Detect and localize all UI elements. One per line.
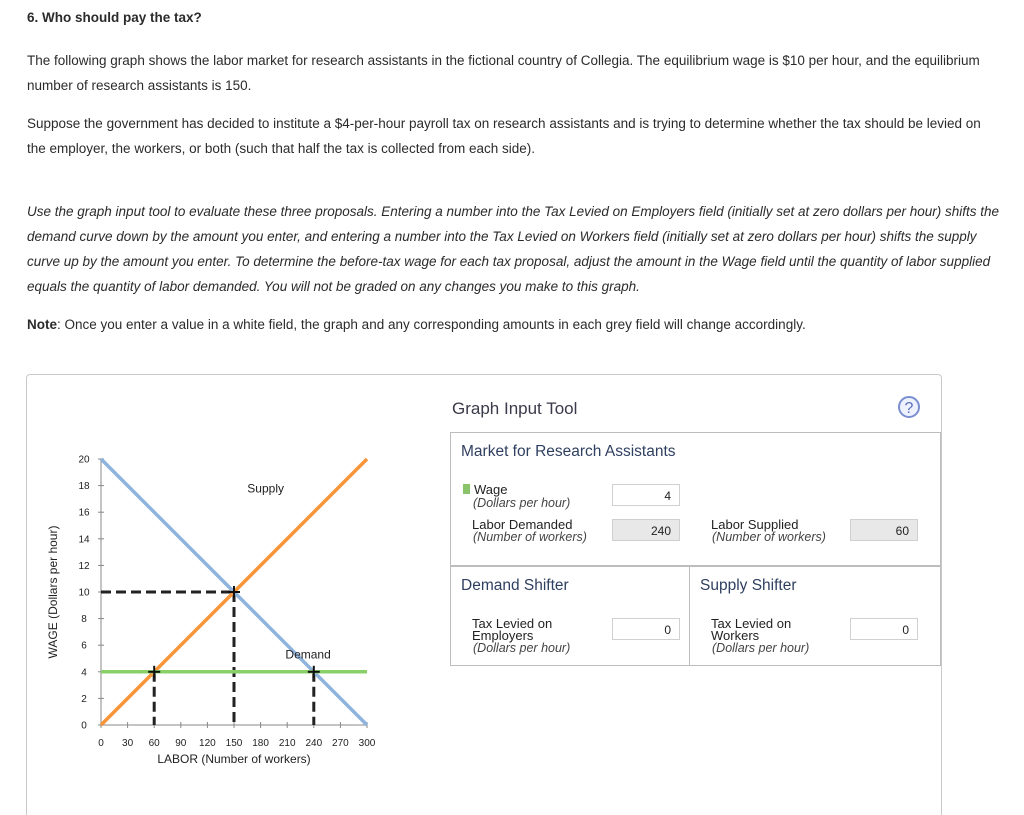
wage-label: Wage: [474, 482, 508, 497]
labor-market-graph: [40, 445, 400, 775]
y-tick-label: 18: [78, 481, 90, 493]
tax-workers-label-2: Workers: [711, 628, 760, 643]
y-tick-label: 0: [81, 720, 87, 732]
x-tick-label: 180: [252, 738, 269, 749]
wage-sub: (Dollars per hour): [473, 496, 571, 510]
supply-shifter-title: Supply Shifter: [700, 577, 797, 594]
labor-supplied-value: 60: [850, 519, 918, 541]
tax-workers-label-1: Tax Levied on: [711, 616, 792, 631]
y-tick-label: 16: [78, 507, 90, 519]
graph-input-tool-title: Graph Input Tool: [452, 399, 578, 418]
y-tick-label: 12: [78, 560, 90, 572]
labor-demanded-label: Labor Demanded: [472, 517, 573, 532]
y-tick-label: 14: [78, 534, 90, 546]
x-tick-label: 0: [98, 738, 104, 749]
x-axis-title: LABOR (Number of workers): [157, 752, 311, 766]
tax-employers-label-1: Tax Levied on: [472, 616, 553, 631]
instructions-paragraph: Use the graph input tool to evaluate these three proposals. Entering a number into the Tax Levied on Employers field (initially set at zero dollars per hour) shifts the demand curve down by the amount you enter, and entering a number into the Tax Levied on Workers field (initially set at zero dollars per hour) shifts the supply curve up by the amount you enter. To determine the before-tax wage for each tax proposal, adjust the amount in the Wage field until the quantity of labor supplied equals the quantity of labor demanded. You will not be graded on any changes you make to this graph.: [27, 204, 1000, 294]
x-tick-label: 300: [358, 738, 376, 749]
x-tick-label: 30: [122, 738, 134, 749]
tax-workers-sub: (Dollars per hour): [712, 641, 810, 655]
wage-label-row: [463, 484, 507, 496]
y-tick-label: 6: [81, 640, 87, 652]
x-tick-label: 120: [199, 738, 216, 749]
labor-supplied-label: Labor Supplied: [711, 517, 799, 532]
y-tick-label: 10: [78, 587, 90, 599]
tax-employers-sub: (Dollars per hour): [473, 641, 571, 655]
y-tick-label: 2: [81, 693, 87, 705]
y-axis-title: WAGE (Dollars per hour): [46, 525, 60, 659]
note-text: : Once you enter a value in a white field, the graph and any corresponding amounts in each grey field will change accordingly.: [57, 317, 806, 332]
y-tick-label: 8: [81, 614, 87, 626]
intro-paragraph: The following graph shows the labor market for research assistants in the fictional country of Collegia. The equilibrium wage is $10 per hour, and the equilibrium number of research assistants is 150.: [27, 53, 980, 93]
x-tick-label: 240: [305, 738, 323, 749]
supply-label: Supply: [247, 481, 285, 496]
note-paragraph: [27, 312, 1002, 337]
question-title: 6. Who should pay the tax?: [27, 10, 202, 25]
labor-demanded-sub: (Number of workers): [473, 530, 587, 544]
tax-employers-field[interactable]: 0: [612, 618, 680, 640]
labor-demanded-value: 240: [612, 519, 680, 541]
tax-workers-field[interactable]: 0: [850, 618, 918, 640]
wage-swatch-icon: [463, 484, 470, 494]
x-tick-label: 90: [175, 738, 187, 749]
market-title: Market for Research Assistants: [461, 443, 676, 460]
demand-label: Demand: [285, 647, 331, 662]
y-tick-label: 4: [81, 667, 87, 679]
note-label: Note: [27, 317, 57, 332]
help-icon[interactable]: ?: [898, 396, 920, 418]
x-tick-label: 60: [148, 738, 160, 749]
wage-field[interactable]: 4: [612, 484, 680, 506]
tax-employers-label-2: Employers: [472, 628, 534, 643]
proposal-paragraph: Suppose the government has decided to institute a $4-per-hour payroll tax on research assistants and is trying to determine whether the tax should be levied on the employer, the workers, or both (such that half the tax is collected from each side).: [27, 116, 981, 156]
x-tick-label: 210: [278, 738, 296, 749]
y-tick-label: 20: [78, 454, 90, 466]
x-tick-label: 270: [332, 738, 349, 749]
x-tick-label: 150: [225, 738, 243, 749]
demand-shifter-title: Demand Shifter: [461, 577, 569, 594]
labor-supplied-sub: (Number of workers): [712, 530, 826, 544]
